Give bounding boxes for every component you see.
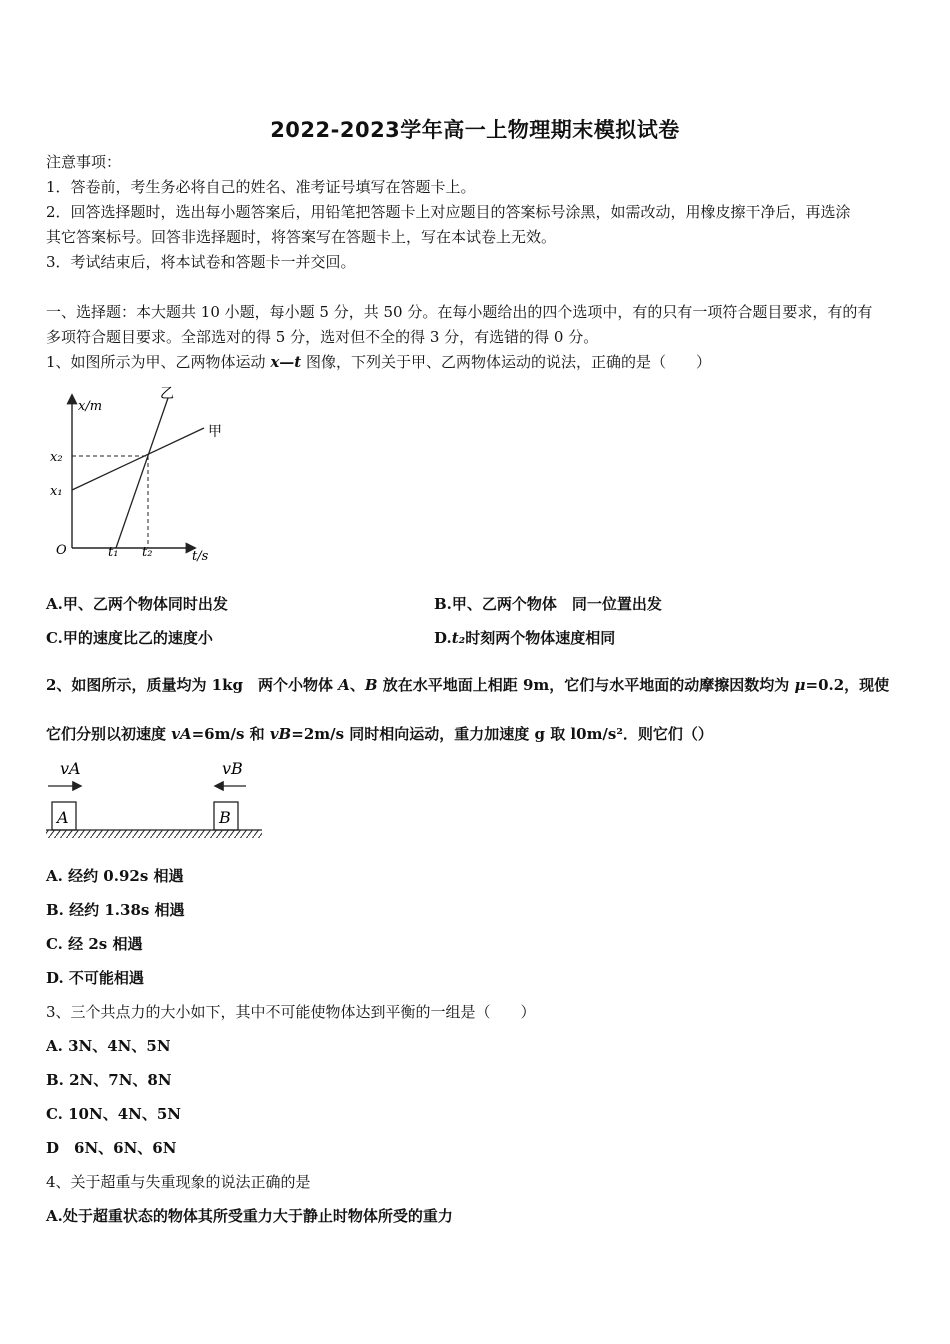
section-1-intro: 一、选择题：本大题共 10 小题，每小题 5 分，共 50 分。在每小题给出的四个选项中，有的只有一项符合题目要求，有的有 xyxy=(46,303,873,321)
q1-stem-a: 1、如图所示为甲、乙两物体运动 xyxy=(46,353,271,371)
q2-stem-var-a: A xyxy=(338,676,350,694)
x2-label: x₂ xyxy=(50,450,63,465)
notice-item-2: 2．回答选择题时，选出每小题答案后，用铅笔把答题卡上对应题目的答案标号涂黑，如需改动，用橡皮擦干净后，再选涂 xyxy=(46,203,851,221)
x-axis-label: t/s xyxy=(192,549,209,564)
q2-option-b: B. 经约 1.38s 相遇 xyxy=(46,901,185,919)
q1-stem-var: x—t xyxy=(270,353,302,371)
q3-option-c: C. 10N、4N、5N xyxy=(46,1105,182,1123)
q4-stem: 4、关于超重与失重现象的说法正确的是 xyxy=(46,1173,311,1191)
ground-hatch xyxy=(46,830,262,838)
q3-option-b: B. 2N、7N、8N xyxy=(46,1071,172,1089)
q1-option-d-prefix: D. xyxy=(434,629,452,647)
notice-item-1: 1．答卷前，考生务必将自己的姓名、准考证号填写在答题卡上。 xyxy=(46,178,476,196)
line-yi-label: 乙 xyxy=(160,386,174,402)
q1-xt-graph xyxy=(44,384,244,568)
q2-option-d: D. 不可能相遇 xyxy=(46,969,144,987)
q1-option-d xyxy=(434,628,615,648)
q4-option-a: A.处于超重状态的物体其所受重力大于静止时物体所受的重力 xyxy=(46,1207,453,1225)
va-label: vA xyxy=(60,759,81,778)
line-yi xyxy=(116,398,168,548)
q2-stem-var-b: B xyxy=(364,676,378,694)
q3-stem: 3、三个共点力的大小如下，其中不可能使物体达到平衡的一组是（ ） xyxy=(46,1003,536,1021)
q1-option-a: A.甲、乙两个物体同时出发 xyxy=(46,595,228,613)
q1-option-d-var: t₂ xyxy=(451,629,466,647)
q2-stem-va: vA xyxy=(171,725,192,743)
q2-stem-vb: vB xyxy=(269,725,292,743)
q1-option-c: C.甲的速度比乙的速度小 xyxy=(46,629,213,647)
q2-stem-2c: =2m/s 同时相向运动，重力加速度 g 取 l0m/s²．则它们（） xyxy=(291,725,713,743)
q3-option-d: D 6N、6N、6N xyxy=(46,1139,177,1157)
q1-stem-b: 图像，下列关于甲、乙两物体运动的说法，正确的是（ ） xyxy=(301,353,711,371)
q2-stem-2a: 它们分别以初速度 xyxy=(46,725,172,743)
notice-heading: 注意事项： xyxy=(46,153,122,171)
origin-label: O xyxy=(56,543,67,558)
q2-blocks-figure xyxy=(44,756,268,848)
q1-option-b: B.甲、乙两个物体 同一位置出发 xyxy=(434,595,662,613)
q2-stem-line1 xyxy=(46,675,889,695)
q1-stem xyxy=(46,352,711,372)
y-axis-label: x/m xyxy=(78,399,103,414)
q2-stem-1a: 2、如图所示，质量均为 1kg 两个小物体 xyxy=(46,676,339,694)
block-b-label: B xyxy=(219,808,231,827)
q2-stem-line2 xyxy=(46,724,713,744)
section-1-intro-cont: 多项符合题目要求。全部选对的得 5 分，选对但不全的得 3 分，有选错的得 0 分。 xyxy=(46,328,599,346)
t1-label: t₁ xyxy=(108,545,119,560)
vb-label: vB xyxy=(222,759,243,778)
block-a-label: A xyxy=(57,808,69,827)
line-jia xyxy=(72,428,204,490)
q2-stem-mu: μ xyxy=(794,676,806,694)
q2-option-a: A. 经约 0.92s 相遇 xyxy=(46,867,184,885)
x1-label: x₁ xyxy=(50,484,63,499)
q1-option-d-rest: 时刻两个物体速度相同 xyxy=(465,629,616,647)
line-jia-label: 甲 xyxy=(208,424,222,440)
notice-item-3: 3．考试结束后，将本试卷和答题卡一并交回。 xyxy=(46,253,356,271)
q2-stem-1c: =0.2，现使 xyxy=(805,676,890,694)
q3-option-a: A. 3N、4N、5N xyxy=(46,1037,171,1055)
notice-item-2-cont: 其它答案标号。回答非选择题时，将答案写在答题卡上，写在本试卷上无效。 xyxy=(46,228,557,246)
q2-stem-1b: 放在水平地面上相距 9m，它们与水平地面的动摩擦因数均为 xyxy=(377,676,795,694)
q2-stem-sep: 、 xyxy=(349,676,365,694)
q2-stem-2b: =6m/s 和 xyxy=(191,725,270,743)
q2-option-c: C. 经 2s 相遇 xyxy=(46,935,143,953)
t2-label: t₂ xyxy=(142,545,153,560)
page-title: 2022-2023学年高一上物理期末模拟试卷 xyxy=(270,118,680,142)
